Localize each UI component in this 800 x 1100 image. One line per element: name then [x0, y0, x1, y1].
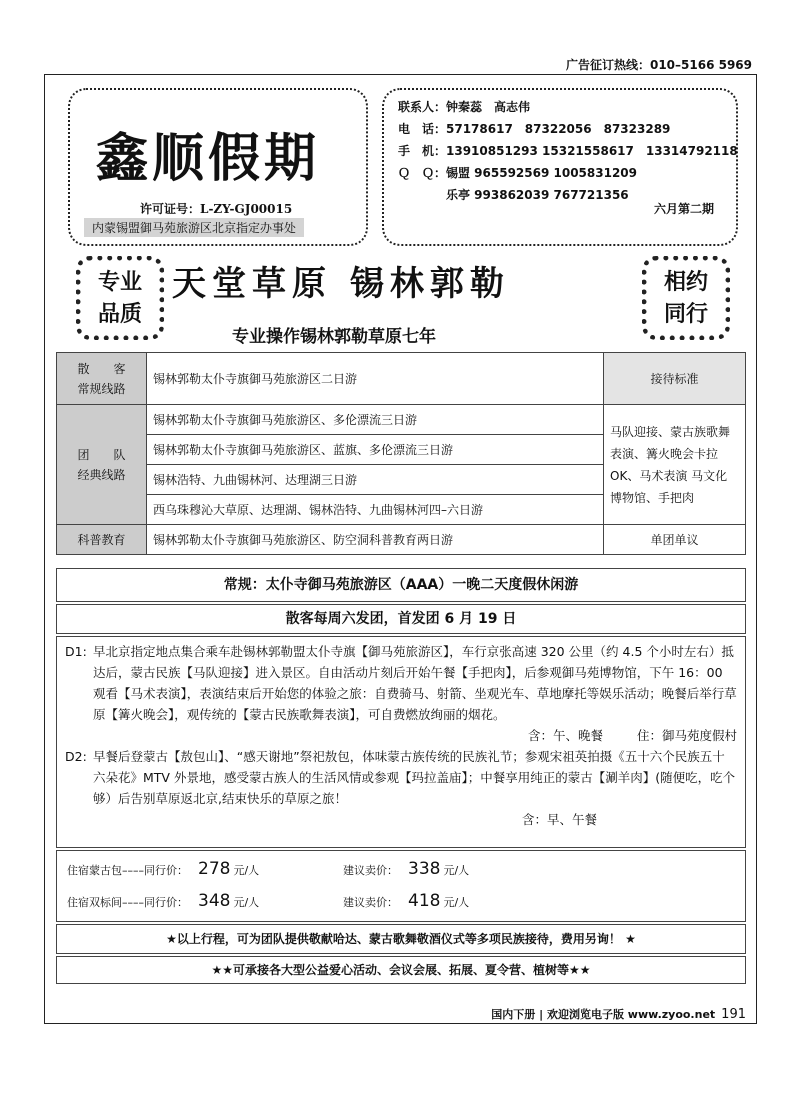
contact-qq-row: Ｑ Ｑ：锡盟 965592569 1005831209	[398, 166, 637, 180]
day-1-meals: 含：午、晚餐 住：御马苑度假村	[527, 728, 737, 743]
table-row: 锡林郭勒太仆寺旗御马苑旅游区、多伦漂流三日游	[147, 405, 604, 435]
science-standard: 单团单议	[604, 525, 746, 555]
office-note: 内蒙锡盟御马苑旅游区北京指定办事处	[84, 218, 304, 237]
table-row: 锡林浩特、九曲锡林河、达理湖三日游	[147, 465, 604, 495]
sub-slogan: 专业操作锡林郭勒草原七年	[232, 327, 436, 347]
day-1: D1: 早北京指定地点集合乘车赴锡林郭勒盟太仆寺旗【御马苑旅游区】，车行京张高速 320 公里（约 4.5 个小时左右）抵达后，蒙古民族【马队迎接】进入景区。自由活动片刻后开始午餐【手把肉】，后参观御马苑博物馆，下午 16：00 观看【马术表演】，表演结束后开始您的体验之旅：自费骑马、射箭、坐观光车、草地摩托等娱乐活动；晚餐后举行草原【篝火晚会】，观传统的【蒙古民族歌舞表演】，可自费燃放绚丽的烟花。	[65, 644, 737, 722]
service-note: ★以上行程，可为团队提供敬献哈达、蒙古歌舞敬酒仪式等多项民族接待，费用另询！ ★	[56, 924, 746, 954]
contact-mobile-row: 手 机：13910851293 15321558617 13314792118	[398, 144, 738, 158]
contact-box	[382, 88, 738, 246]
table-row: 西乌珠穆沁大草原、达理湖、锡林浩特、九曲锡林河四–六日游	[147, 495, 604, 525]
main-slogan: 天堂草原 锡林郭勒	[172, 264, 510, 304]
license-number: 许可证号：L-ZY-GJ00015	[140, 202, 293, 216]
contact-person-row: 联系人：钟秦蕊 高志伟	[398, 100, 531, 114]
page-number: 191	[721, 1007, 746, 1022]
price-box	[56, 850, 746, 922]
departure-schedule: 散客每周六发团，首发团 6 月 19 日	[56, 604, 746, 634]
regular-tour-title: 常规：太仆寺御马苑旅游区（AAA）一晚二天度假休闲游	[56, 568, 746, 602]
contact-qq-row-2: 乐亭 993862039 767721356	[446, 188, 629, 202]
event-note: ★★可承接各大型公益爱心活动、会议会展、拓展、夏令营、植树等★★	[56, 956, 746, 984]
science-category: 科普教育	[57, 525, 147, 555]
day-2-meals: 含：早、午餐	[521, 812, 597, 827]
group-standard: 马队迎接、蒙古族歌舞表演、篝火晚会卡拉 OK、马术表演 马文化博物馆、手把肉	[604, 405, 746, 525]
itinerary	[56, 636, 746, 848]
standard-header: 接待标准	[604, 353, 746, 405]
price-row-yurt: 住宿蒙古包––––同行价： 278 元/人 建议卖价： 338 元/人	[67, 859, 470, 879]
day-2: D2: 早餐后登蒙古【敖包山】、“感天谢地”祭祀敖包，体味蒙古族传统的民族礼节；参观宋祖英拍摄《五十六个民族五十六朵花》MTV 外景地，感受蒙古族人的生活风情或参观【玛拉盖庙】；中餐享用纯正的蒙古【涮羊肉】(随便吃，吃个够）后告别草原返北京,结束快乐的草原之旅！	[65, 749, 736, 806]
page-footer: 国内下册 | 欢迎浏览电子版 www.zyoo.net 191	[491, 1007, 746, 1022]
routes-table	[56, 352, 746, 555]
ad-hotline: 广告征订热线：010–5166 5969	[565, 58, 752, 72]
brand-box	[68, 88, 368, 246]
price-row-twin: 住宿双标间––––同行价： 348 元/人 建议卖价： 418 元/人	[67, 891, 470, 911]
tag-professional: 专业 品质	[76, 256, 164, 340]
contact-phone-row: 电 话：57178617 87322056 87323289	[398, 122, 671, 136]
table-row: 锡林郭勒太仆寺旗御马苑旅游区二日游	[147, 353, 604, 405]
table-row: 锡林郭勒太仆寺旗御马苑旅游区、蓝旗、多伦漂流三日游	[147, 435, 604, 465]
table-row: 锡林郭勒太仆寺旗御马苑旅游区、防空洞科普教育两日游	[147, 525, 604, 555]
scatter-category: 散 客 常规线路	[57, 353, 147, 405]
group-category: 团 队 经典线路	[57, 405, 147, 525]
issue-label: 六月第二期	[653, 202, 714, 216]
tag-together: 相约 同行	[642, 256, 730, 340]
brand-title: 鑫顺假期	[96, 128, 321, 189]
